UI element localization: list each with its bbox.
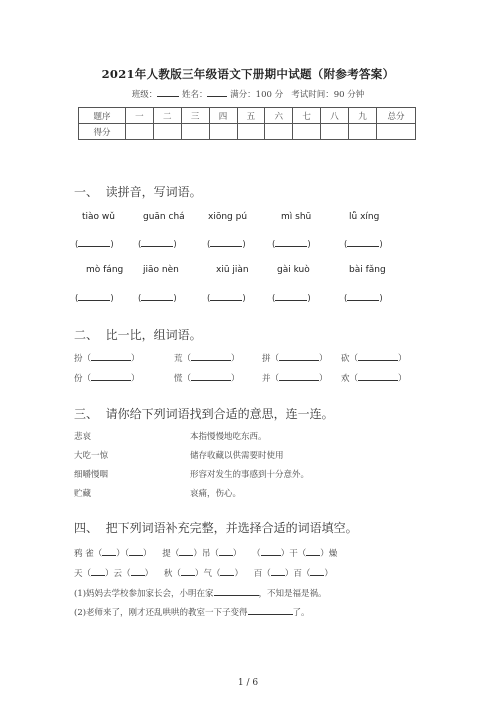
answer-blank[interactable]: ( ) — [272, 237, 311, 250]
score-cell[interactable] — [321, 124, 349, 140]
match-word[interactable]: 细嚼慢咽 — [74, 470, 109, 480]
pinyin-item: mò fáng — [86, 265, 124, 275]
score-cell[interactable] — [181, 124, 209, 140]
section-number: 一、 — [74, 185, 99, 199]
score-header-cell: 二 — [153, 108, 181, 124]
fill-question-1[interactable]: (1)妈妈去学校参加家长会，小明在家 ，不知是福是祸。 — [74, 586, 327, 599]
score-cell[interactable] — [349, 124, 377, 140]
score-table-row — [79, 124, 416, 140]
name-blank — [207, 87, 227, 97]
section-number: 三、 — [74, 407, 99, 421]
compare-item[interactable]: 欢（ ） — [341, 371, 407, 384]
score-cell[interactable] — [209, 124, 237, 140]
exam-time: 考试时间：90 分钟 — [291, 90, 365, 100]
score-cell[interactable] — [293, 124, 321, 140]
pinyin-item: xiōng pú — [208, 212, 248, 222]
score-header-cell: 总分 — [377, 108, 416, 124]
exam-info — [0, 87, 496, 100]
pinyin-item: jiāo nèn — [143, 265, 179, 275]
section-text: 读拼音，写词语。 — [105, 185, 202, 199]
answer-blank[interactable]: ( ) — [344, 291, 383, 304]
pinyin-item: xiū jiàn — [216, 265, 249, 275]
answer-blank[interactable]: ( ) — [207, 237, 246, 250]
pinyin-item: lǚ xíng — [349, 212, 380, 222]
section-text: 把下列词语补充完整，并选择合适的词语填空。 — [105, 521, 358, 535]
score-row-label: 得分 — [79, 124, 126, 140]
page-title: 2021年人教版三年级语文下册期中试题（附参考答案） — [101, 67, 395, 81]
score-table-header — [79, 108, 416, 124]
score-cell[interactable] — [153, 124, 181, 140]
section-1-heading — [74, 183, 202, 200]
score-header-cell: 八 — [321, 108, 349, 124]
score-cell[interactable] — [265, 124, 293, 140]
section-text: 请你给下列词语找到合适的意思，连一连。 — [105, 407, 334, 421]
idiom-fill-row[interactable]: 天（ ）云（ ） 秋（ ）气（ ） 百（ ）百（ ） — [74, 566, 333, 579]
compare-item[interactable]: 拼（ ） — [262, 351, 328, 364]
score-cell[interactable] — [377, 124, 416, 140]
compare-item[interactable]: 扮（ ） — [74, 351, 140, 364]
section-4-heading — [74, 519, 358, 536]
score-header-cell: 九 — [349, 108, 377, 124]
score-header-cell: 五 — [237, 108, 265, 124]
answer-blank[interactable]: ( ) — [138, 291, 177, 304]
section-number: 四、 — [74, 521, 99, 535]
name-label: 姓名： — [181, 90, 208, 100]
match-word[interactable]: 贮藏 — [74, 489, 92, 499]
match-word[interactable]: 大吃一惊 — [74, 451, 109, 461]
idiom-fill-row[interactable]: 鸦 雀（ ）（ ） 提（ ）吊（ ） （ ）干（ ）燥 — [74, 546, 337, 559]
answer-blank[interactable]: ( ) — [75, 237, 114, 250]
answer-blank[interactable]: ( ) — [138, 237, 177, 250]
score-header-cell: 题序 — [79, 108, 126, 124]
compare-item[interactable]: 砍（ ） — [341, 351, 407, 364]
score-header-cell: 一 — [126, 108, 154, 124]
pinyin-item: bài fǎng — [349, 265, 386, 275]
section-number: 二、 — [74, 328, 99, 342]
pinyin-item: tiào wǔ — [82, 212, 115, 222]
class-label: 班级： — [131, 90, 158, 100]
score-header-cell: 三 — [181, 108, 209, 124]
compare-item[interactable]: 份（ ） — [74, 371, 140, 384]
fill-question-2[interactable]: (2)老师来了，刚才还乱哄哄的教室一下子变得 了。 — [74, 605, 310, 618]
full-score: 满分：100 分 — [230, 90, 284, 100]
score-header-cell: 六 — [265, 108, 293, 124]
answer-blank[interactable]: ( ) — [207, 291, 246, 304]
match-word[interactable]: 悲哀 — [74, 432, 92, 442]
compare-item[interactable]: 慌（ ） — [174, 371, 240, 384]
class-blank — [157, 87, 179, 97]
match-meaning[interactable]: 形容对发生的事感到十分意外。 — [190, 470, 310, 480]
section-2-heading — [74, 326, 202, 343]
match-meaning[interactable]: 本指慢慢地吃东西。 — [190, 432, 267, 442]
match-meaning[interactable]: 储存收藏以供需要时使用 — [190, 451, 284, 461]
score-header-cell: 七 — [293, 108, 321, 124]
pinyin-item: guān chá — [143, 212, 185, 222]
answer-blank[interactable]: ( ) — [344, 237, 383, 250]
match-meaning[interactable]: 哀痛，伤心。 — [190, 489, 242, 499]
page-number: 1 / 6 — [237, 678, 259, 688]
answer-blank[interactable]: ( ) — [272, 291, 311, 304]
section-text: 比一比，组词语。 — [105, 328, 202, 342]
score-header-cell: 四 — [209, 108, 237, 124]
score-cell[interactable] — [126, 124, 154, 140]
section-3-heading — [74, 405, 334, 422]
score-cell[interactable] — [237, 124, 265, 140]
pinyin-item: mì shū — [281, 212, 312, 222]
pinyin-item: gài kuò — [277, 265, 310, 275]
answer-blank[interactable]: ( ) — [75, 291, 114, 304]
score-table — [78, 107, 416, 140]
compare-item[interactable]: 荒（ ） — [174, 351, 240, 364]
compare-item[interactable]: 并（ ） — [262, 371, 328, 384]
